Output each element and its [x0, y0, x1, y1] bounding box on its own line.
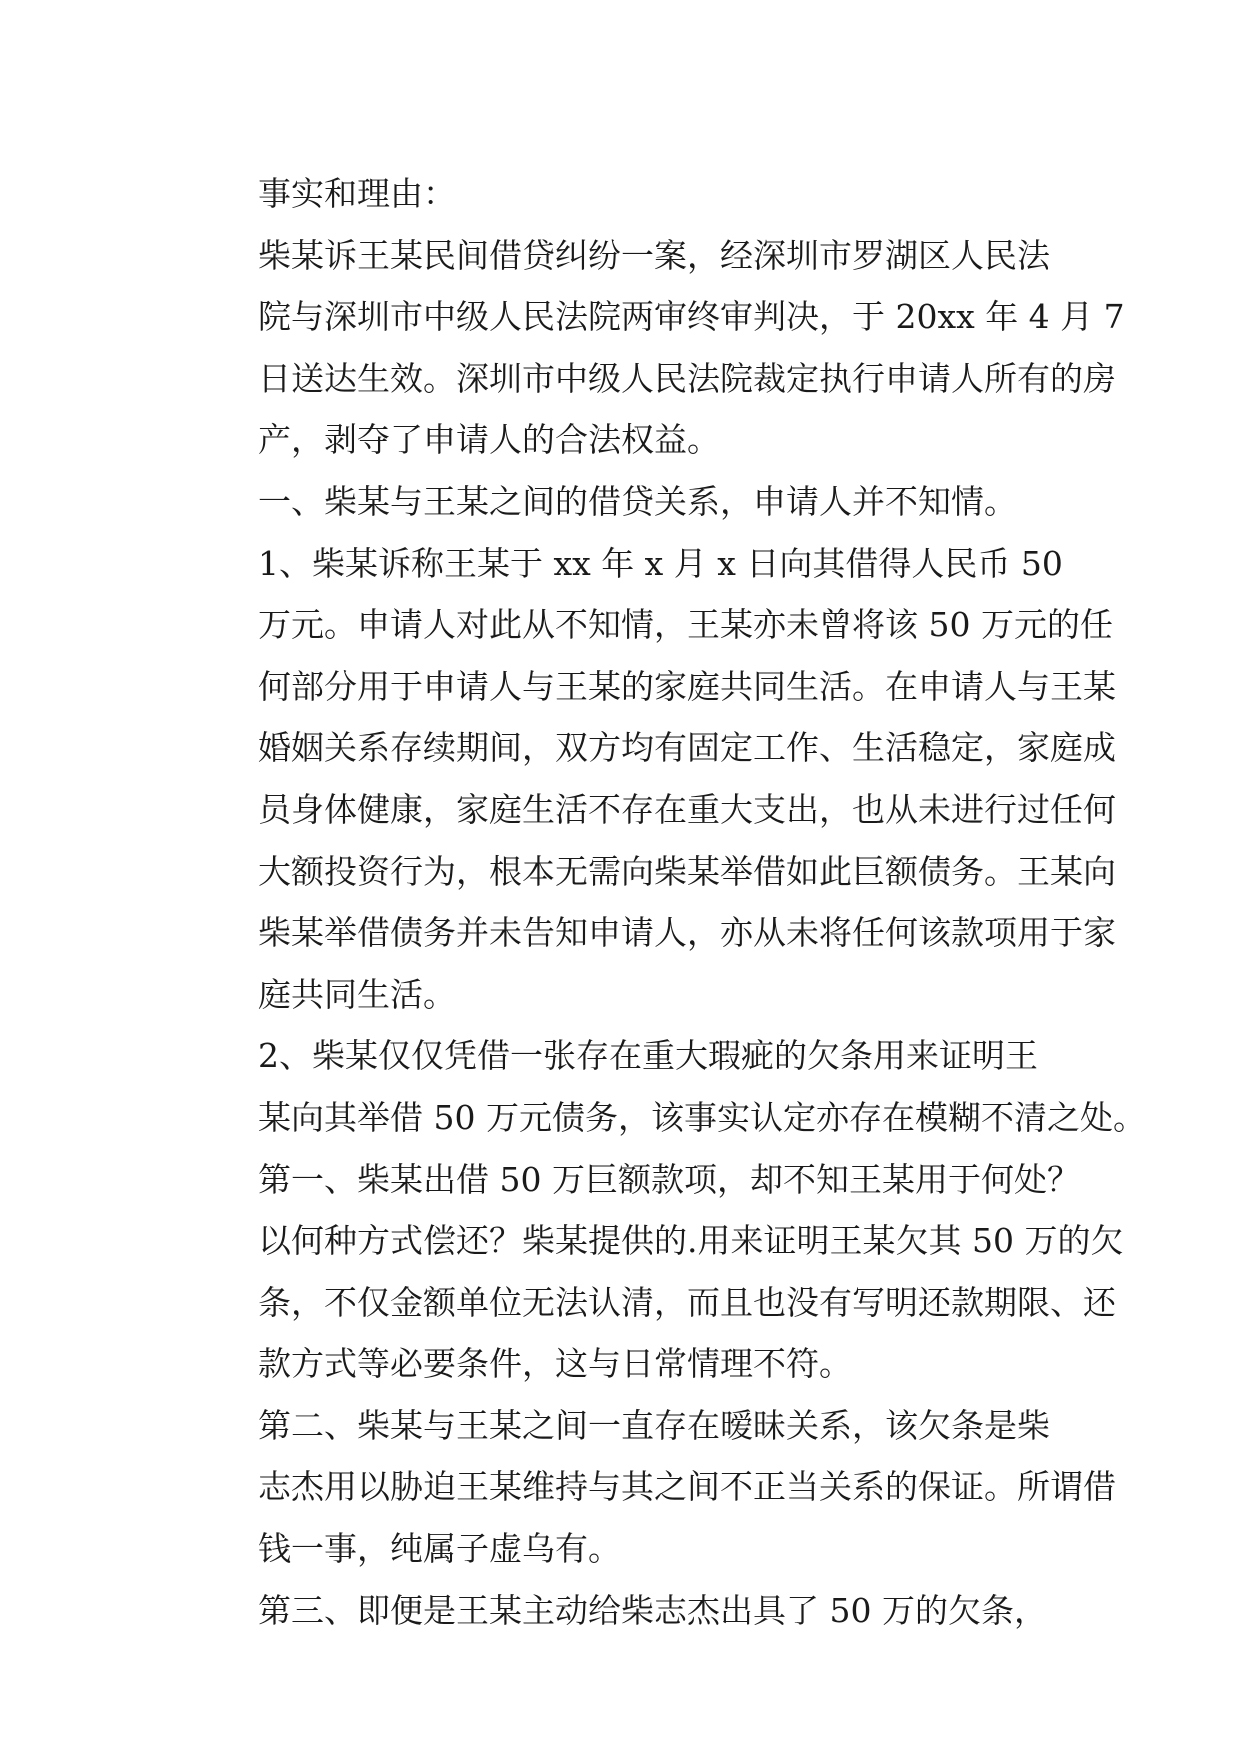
section-heading-facts	[192, 163, 1062, 225]
text-line: 某向其举借 50 万元债务，该事实认定亦存在模糊不清之处。	[258, 1097, 1146, 1137]
text-line: 产，剥夺了申请人的合法权益。	[258, 420, 720, 460]
text-line: 志杰用以胁迫王某维持与其之间不正当关系的保证。所谓借	[258, 1467, 1116, 1507]
text-line: 大额投资行为，根本无需向柴某举借如此巨额债务。王某向	[258, 851, 1116, 891]
text-line: 柴某举借债务并未告知申请人，亦从未将任何该款项用于家	[258, 913, 1116, 953]
paragraph-item-1	[192, 533, 1116, 1026]
text-line: 条，不仅金额单位无法认清，而且也没有写明还款期限、还	[258, 1282, 1116, 1322]
text-line: 婚姻关系存续期间，双方均有固定工作、生活稳定，家庭成	[258, 728, 1116, 768]
text-line: 柴某诉王某民间借贷纠纷一案，经深圳市罗湖区人民法	[258, 235, 1050, 275]
paragraph-second-point	[192, 1395, 1116, 1580]
text-line: 员身体健康，家庭生活不存在重大支出，也从未进行过任何	[258, 789, 1116, 829]
text-line: 事实和理由：	[258, 174, 456, 213]
text-line: 庭共同生活。	[258, 974, 456, 1014]
text-line: 款方式等必要条件，这与日常情理不符。	[258, 1344, 852, 1384]
document-body	[192, 163, 1146, 1641]
text-line: 日送达生效。深圳市中级人民法院裁定执行申请人所有的房	[258, 358, 1116, 398]
paragraph-item-2	[192, 1025, 1146, 1148]
paragraph-first-point	[192, 1149, 1124, 1395]
text-line: 何部分用于申请人与王某的家庭共同生活。在申请人与王某	[258, 666, 1116, 706]
text-line: 第一、柴某出借 50 万巨额款项，却不知王某用于何处？	[258, 1159, 1080, 1199]
text-line: 万元。申请人对此从不知情，王某亦未曾将该 50 万元的任	[258, 605, 1113, 645]
text-line: 以何种方式偿还？柴某提供的.用来证明王某欠其 50 万的欠	[258, 1221, 1124, 1261]
paragraph-case-summary	[192, 225, 1125, 471]
paragraph-point-one	[192, 471, 1062, 533]
text-line: 2、柴某仅仅凭借一张存在重大瑕疵的欠条用来证明王	[258, 1036, 1038, 1076]
text-line: 院与深圳市中级人民法院两审终审判决，于 20xx 年 4 月 7	[258, 297, 1125, 337]
text-line: 第三、即便是王某主动给柴志杰出具了 50 万的欠条，	[258, 1590, 1047, 1630]
paragraph-third-point	[192, 1580, 1062, 1642]
text-line: 1、柴某诉称王某于 xx 年 x 月 x 日向其借得人民币 50	[258, 543, 1063, 583]
text-line: 钱一事，纯属子虚乌有。	[258, 1529, 621, 1569]
text-line: 第二、柴某与王某之间一直存在暧昧关系，该欠条是柴	[258, 1405, 1050, 1445]
text-line: 一、柴某与王某之间的借贷关系，申请人并不知情。	[258, 481, 1017, 521]
